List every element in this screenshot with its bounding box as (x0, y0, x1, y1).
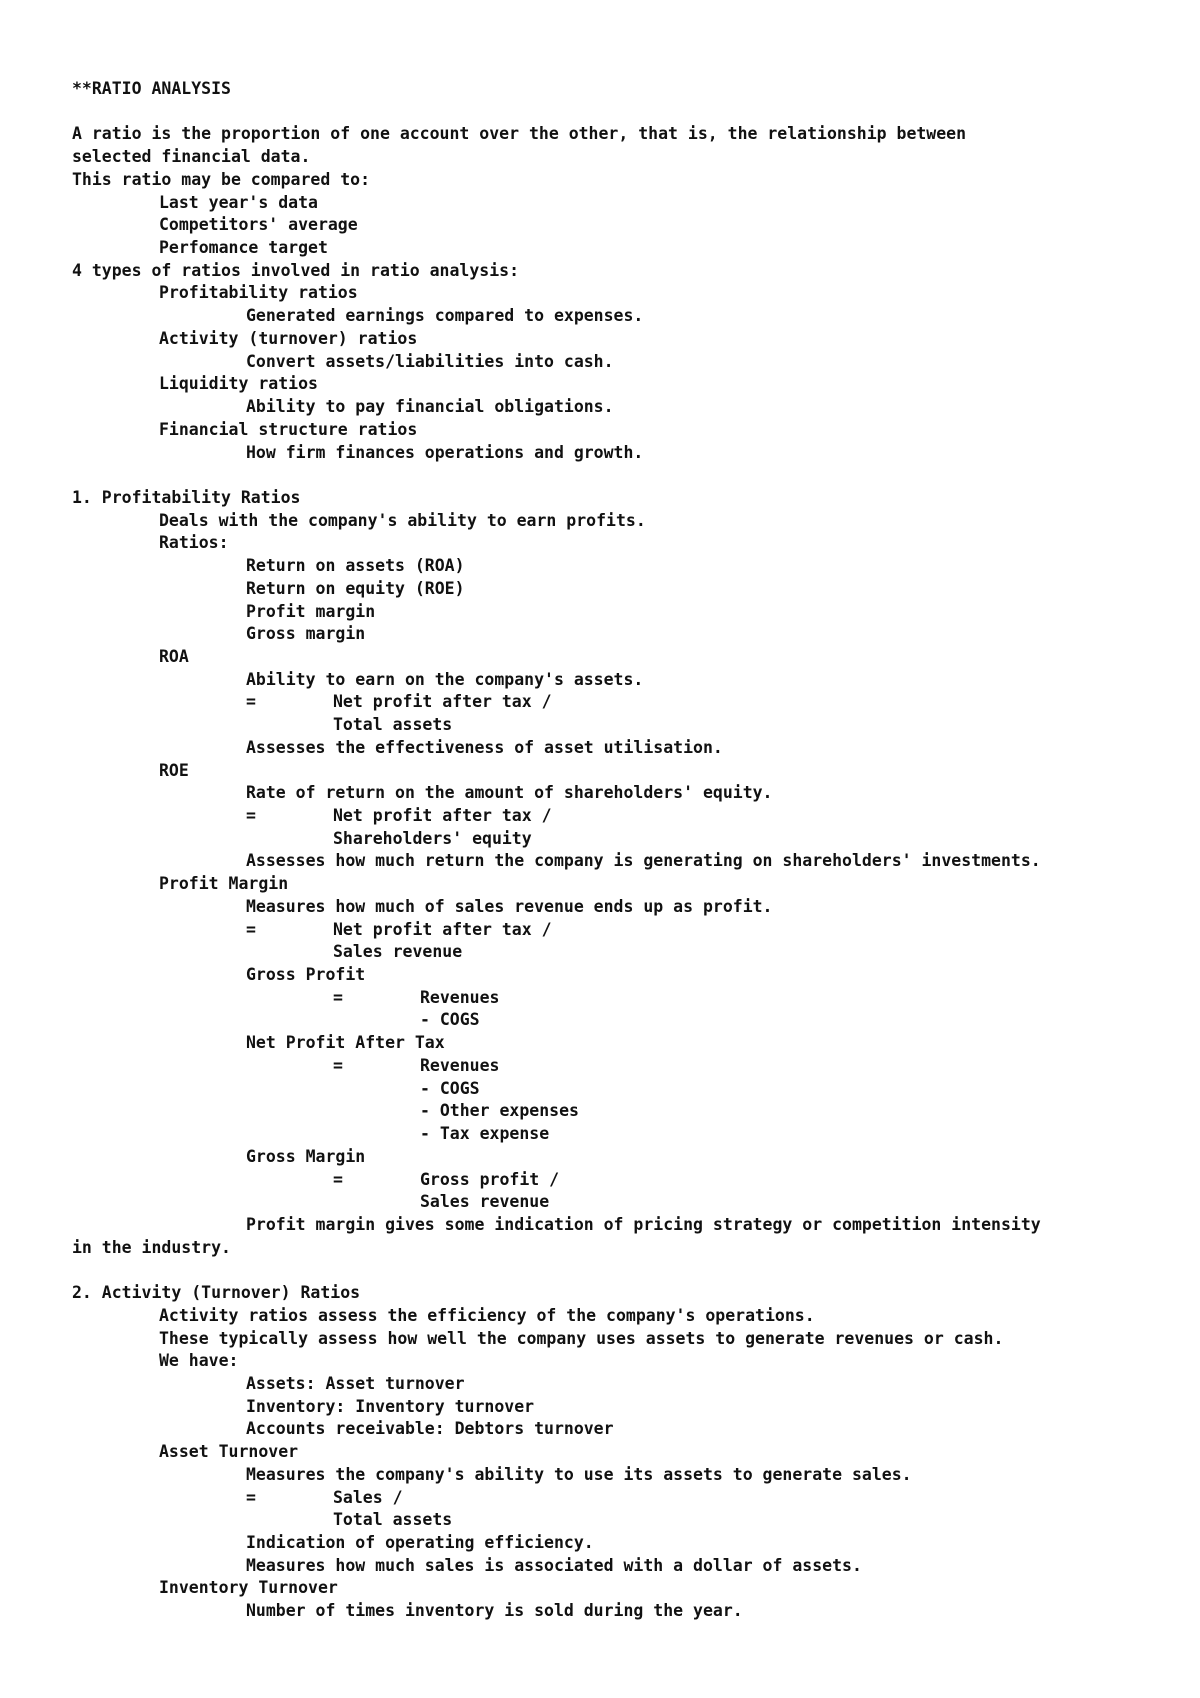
equals-sign: = (246, 919, 256, 939)
blank-line (72, 1259, 1182, 1282)
section-heading: 2. Activity (Turnover) Ratios (72, 1283, 361, 1303)
ratio-type-desc: Convert assets/liabilities into cash. (246, 351, 614, 371)
activity-item: Assets: Asset turnover (246, 1373, 465, 1393)
activity-item: Accounts receivable: Debtors turnover (246, 1419, 614, 1439)
gross-profit-label: Gross Profit (246, 965, 366, 985)
gross-profit-formula (72, 987, 1182, 1010)
asset-turnover-note: Measures how much sales is associated with a dollar of assets. (246, 1555, 862, 1575)
roa-formula-denominator: Total assets (333, 715, 453, 735)
roa-label: ROA (159, 646, 189, 666)
formula-text: - COGS (420, 1078, 480, 1098)
ratio-list-item: Profit margin (246, 601, 376, 621)
roe-note: Assesses how much return the company is generating on shareholders' investments. (246, 851, 1041, 871)
intro-line: A ratio is the proportion of one account over the other, that is, the relationship between (72, 124, 967, 144)
equals-sign: = (246, 692, 256, 712)
ratios-label: Ratios: (159, 533, 229, 553)
asset-turnover-formula-numerator (72, 1487, 1182, 1510)
roa-note: Assesses the effectiveness of asset utilisation. (246, 737, 723, 757)
document-title: **RATIO ANALYSIS (72, 79, 231, 98)
roe-formula-denominator: Shareholders' equity (333, 828, 532, 848)
npat-formula (72, 1055, 1182, 1078)
formula-text: Sales / (333, 1487, 403, 1507)
equals-sign: = (246, 1487, 256, 1507)
comparison-item: Perfomance target (159, 238, 328, 258)
ratio-list-item: Gross margin (246, 624, 366, 644)
section-desc: Deals with the company's ability to earn profits. (159, 510, 646, 530)
document-page (72, 78, 1182, 1623)
asset-turnover-note: Indication of operating efficiency. (246, 1533, 594, 1552)
npat-label: Net Profit After Tax (246, 1033, 445, 1053)
ratio-type-name: Activity (turnover) ratios (159, 328, 418, 348)
ratio-type-desc: How firm finances operations and growth. (246, 442, 644, 462)
compared-to-heading: This ratio may be compared to: (72, 169, 371, 189)
types-heading: 4 types of ratios involved in ratio analysis: (72, 260, 520, 280)
profit-margin-formula-denominator: Sales revenue (333, 942, 463, 962)
roe-desc: Rate of return on the amount of shareholders' equity. (246, 783, 773, 803)
intro-line: selected financial data. (72, 147, 311, 167)
ratio-type-name: Liquidity ratios (159, 374, 318, 394)
asset-turnover-label: Asset Turnover (159, 1442, 299, 1462)
ratio-type-desc: Generated earnings compared to expenses. (246, 306, 644, 326)
inventory-turnover-desc: Number of times inventory is sold during the year. (246, 1601, 743, 1621)
gross-margin-formula (72, 1169, 1182, 1192)
asset-turnover-desc: Measures the company's ability to use its assets to generate sales. (246, 1464, 912, 1484)
section-desc: These typically assess how well the company uses assets to generate revenues or cash. (159, 1328, 1004, 1348)
equals-sign: = (246, 806, 256, 825)
profit-margin-label: Profit Margin (159, 874, 289, 894)
section-desc: Activity ratios assess the efficiency of the company's operations. (159, 1305, 815, 1325)
formula-text: Net profit after tax / (333, 692, 552, 712)
asset-turnover-formula-denominator: Total assets (333, 1510, 453, 1530)
ratio-list-item: Return on assets (ROA) (246, 556, 465, 576)
activity-item: Inventory: Inventory turnover (246, 1396, 535, 1416)
formula-text: Gross profit / (420, 1169, 560, 1189)
profit-margin-note: Profit margin gives some indication of pricing strategy or competition intensity (246, 1214, 1041, 1234)
we-have-label: We have: (159, 1351, 239, 1371)
ratio-type-desc: Ability to pay financial obligations. (246, 397, 614, 417)
formula-text: Net profit after tax / (333, 806, 552, 825)
profit-margin-note: in the industry. (72, 1237, 231, 1257)
ratio-type-name: Financial structure ratios (159, 419, 418, 439)
equals-sign: = (333, 1169, 343, 1189)
section-heading: 1. Profitability Ratios (72, 487, 301, 507)
formula-text: Revenues (420, 987, 500, 1007)
roa-desc: Ability to earn on the company's assets. (246, 669, 644, 689)
roe-formula-numerator (72, 805, 1182, 828)
inventory-turnover-label: Inventory Turnover (159, 1578, 338, 1598)
formula-text: - COGS (420, 1010, 480, 1030)
formula-text: Sales revenue (420, 1192, 550, 1212)
comparison-item: Competitors' average (159, 215, 358, 235)
ratio-list-item: Return on equity (ROE) (246, 578, 465, 598)
ratio-type-name: Profitability ratios (159, 283, 358, 303)
formula-text: Net profit after tax / (333, 919, 552, 939)
profit-margin-formula-numerator (72, 919, 1182, 942)
formula-text: Revenues (420, 1055, 500, 1075)
blank-line (72, 464, 1182, 487)
blank-line (72, 101, 1182, 124)
equals-sign: = (333, 1055, 343, 1075)
gross-margin-label: Gross Margin (246, 1146, 366, 1166)
comparison-item: Last year's data (159, 192, 318, 212)
formula-text: - Other expenses (420, 1101, 579, 1121)
formula-text: - Tax expense (420, 1124, 550, 1144)
profit-margin-desc: Measures how much of sales revenue ends up as profit. (246, 896, 773, 916)
equals-sign: = (333, 987, 343, 1007)
roa-formula-numerator (72, 691, 1182, 714)
roe-label: ROE (159, 760, 189, 780)
